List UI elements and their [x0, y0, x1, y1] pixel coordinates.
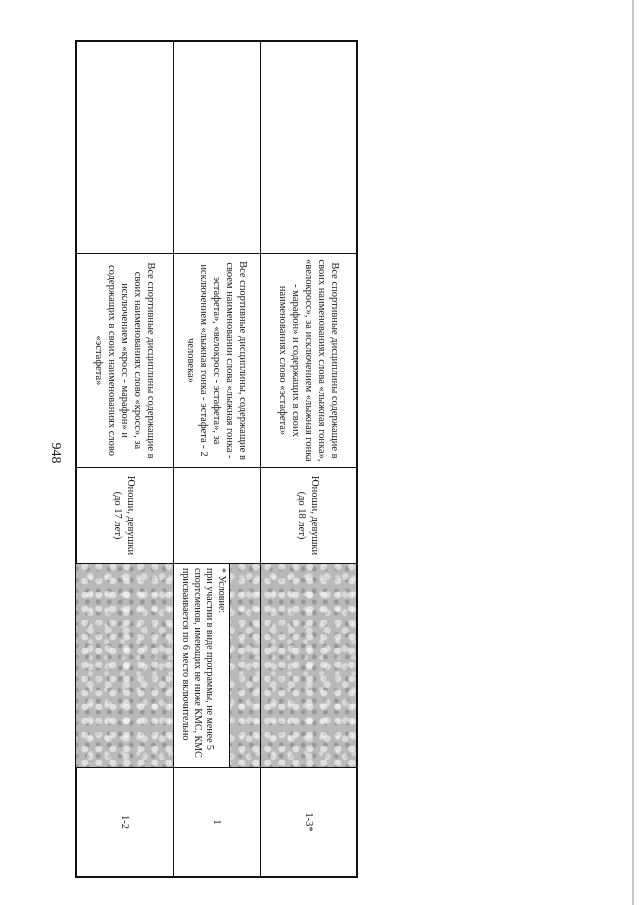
place-cell: 1-3* [303, 812, 314, 832]
page-number: 948 [48, 442, 63, 464]
note-title: * Условие: [216, 568, 227, 614]
table-row [173, 42, 261, 876]
row-empty-cell [173, 42, 260, 254]
group-cell [173, 468, 260, 564]
discipline-cell: Все спортивные дисциплины, содержащие в своем наименовании слова «лыжная гонка - эстафета», «велокросс - эстафета», за исключением «лыжная гонка - эстафета - 2 человека» [173, 254, 260, 468]
shaded-cell [230, 564, 260, 768]
place-cell: 1-2 [119, 815, 130, 829]
page-edge [632, 0, 634, 905]
table-row [76, 42, 174, 876]
row-empty-cell [76, 42, 173, 254]
group-cell: Юноши, девушки (до 18 лет) [261, 468, 356, 564]
shaded-cell [261, 564, 356, 768]
table-row [261, 42, 356, 876]
shaded-cell [76, 564, 173, 768]
row-empty-cell [261, 42, 356, 254]
condition-note [173, 564, 230, 768]
place-cell: 1 [211, 819, 222, 825]
document-table [75, 40, 358, 878]
group-cell: Юноши, девушки (до 17 лет) [76, 468, 173, 564]
discipline-cell: Все спортивные дисциплины содержащие в своих наименованиях слова «лыжная гонка», «велокросс», за исключением «лыжная гонка - марафон» и содержащих в своих наименованиях слово «эстафета» [261, 254, 356, 468]
discipline-cell: Все спортивные дисциплины содержащие в своих наименованиях слово «кросс», за исключением «кросс - марафон» и содержащих в своих наименованиях слово «эстафета» [76, 254, 173, 468]
document-table-wrapper [75, 40, 358, 878]
note-text: при участии в виде программы, не менее 5 спортсменов, имеющих не ниже КМС, КМС присваивается по 6 место включительно [180, 568, 215, 758]
